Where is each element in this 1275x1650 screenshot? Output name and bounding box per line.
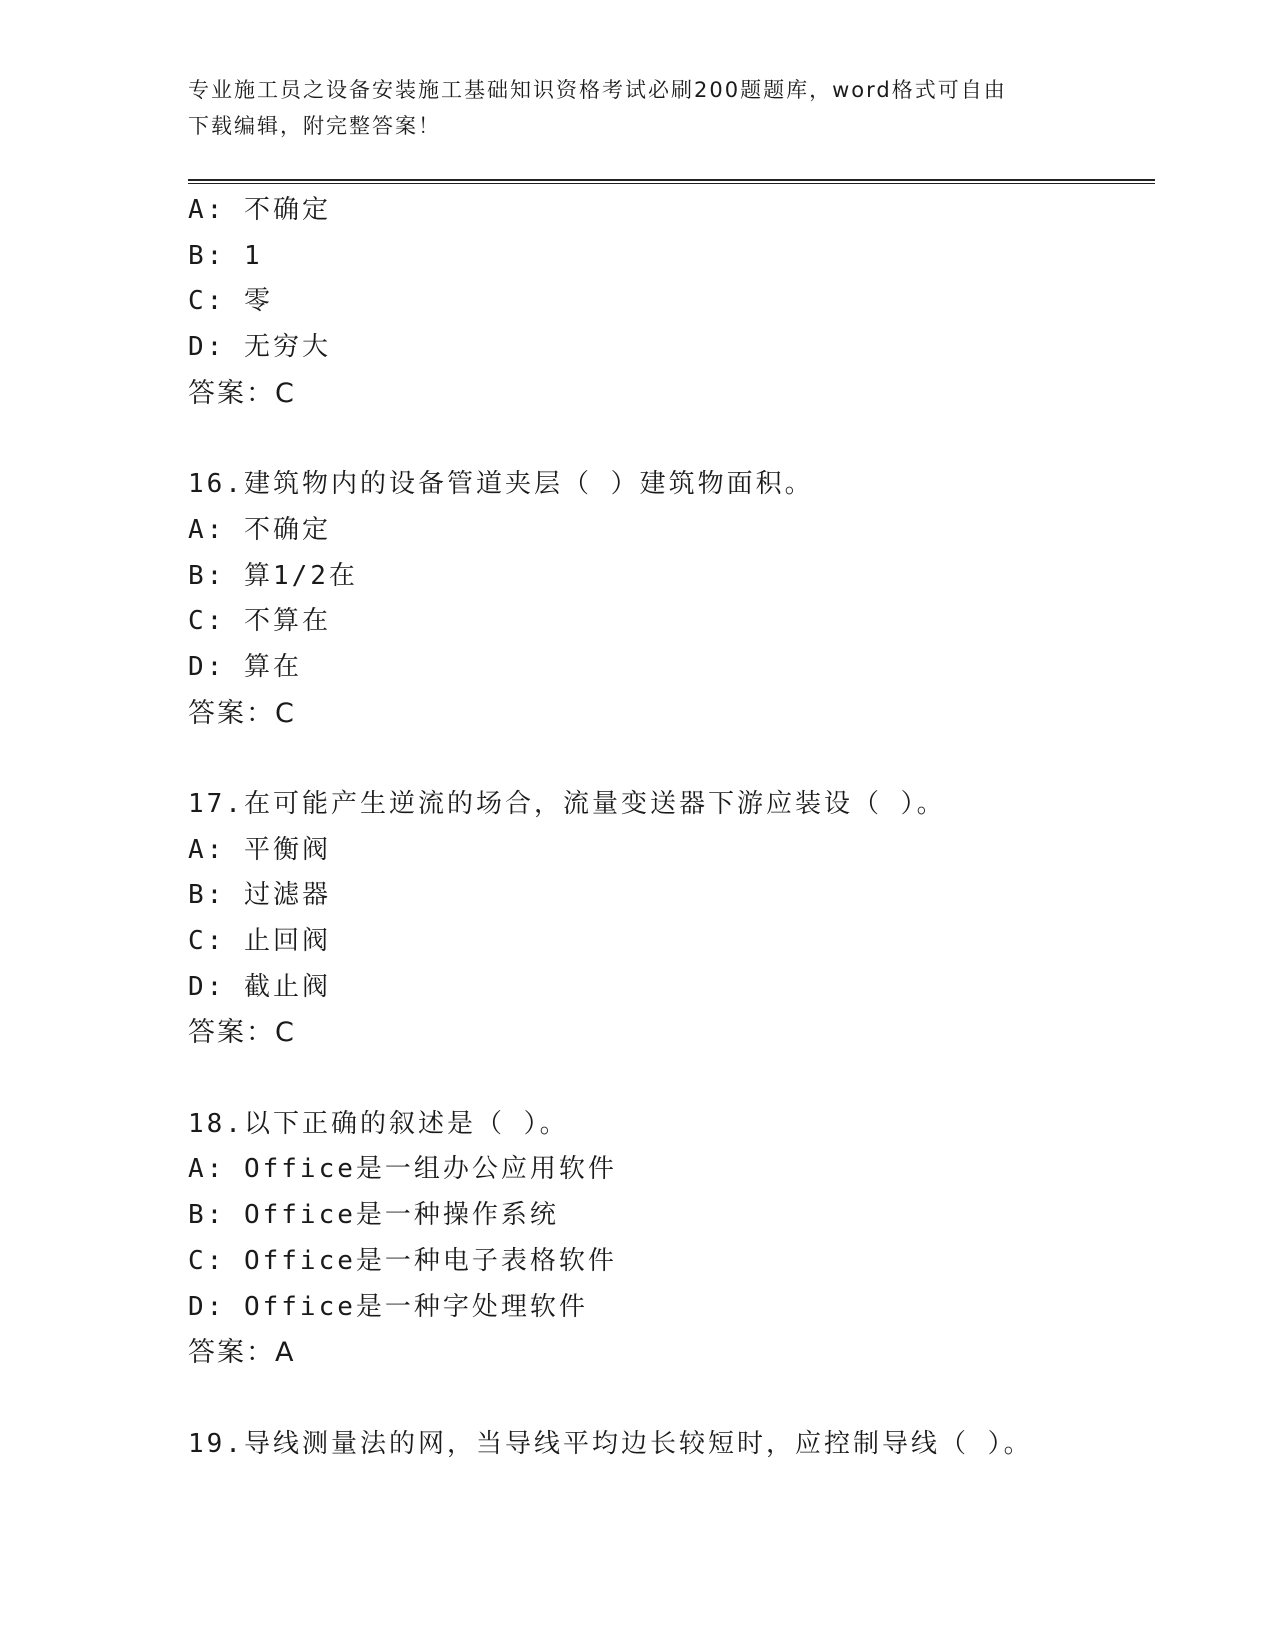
option-line: A: Office是一组办公应用软件 [188, 1154, 617, 1185]
question-text: 18.以下正确的叙述是（ ）。 [188, 1108, 569, 1139]
option-line: A: 不确定 [188, 514, 331, 545]
option-line: A: 不确定 [188, 195, 331, 225]
document-header [188, 72, 1068, 144]
answer-line: 答案：C [188, 1017, 296, 1049]
answer-line: 答案：C [188, 697, 296, 729]
option-line: D: 算在 [188, 651, 302, 682]
section-spacer [188, 736, 1148, 782]
question-list [188, 188, 1148, 1467]
answer-line: 答案：C [188, 377, 296, 409]
option-line: D: 截止阀 [188, 971, 331, 1002]
question-text: 17.在可能产生逆流的场合，流量变送器下游应装设（ ）。 [188, 788, 946, 819]
question-text: 16.建筑物内的设备管道夹层（ ）建筑物面积。 [188, 469, 814, 500]
header-divider-thick [188, 179, 1155, 181]
header-title-line-2: 下载编辑，附完整答案！ [188, 114, 441, 138]
option-line: B: 算1/2在 [188, 560, 358, 591]
option-line: C: 零 [188, 286, 273, 317]
option-line: A: 平衡阀 [188, 834, 331, 865]
answer-line: 答案：A [188, 1337, 296, 1369]
option-line: B: 过滤器 [188, 880, 331, 911]
option-line: C: Office是一种电子表格软件 [188, 1245, 617, 1276]
option-line: B: Office是一种操作系统 [188, 1200, 559, 1231]
option-line: B: 1 [188, 240, 263, 271]
header-title-line-1: 专业施工员之设备安装施工基础知识资格考试必刷200题题库，word格式可自由 [188, 78, 1007, 102]
option-line: D: Office是一种字处理软件 [188, 1291, 588, 1322]
option-line: C: 止回阀 [188, 926, 331, 956]
header-divider-thin [188, 183, 1155, 184]
question-text: 19.导线测量法的网，当导线平均边长较短时，应控制导线（ ）。 [188, 1428, 1033, 1459]
option-line: D: 无穷大 [188, 332, 331, 363]
section-spacer [188, 1376, 1148, 1422]
section-spacer [188, 416, 1148, 462]
section-spacer [188, 1056, 1148, 1102]
option-line: C: 不算在 [188, 606, 331, 637]
